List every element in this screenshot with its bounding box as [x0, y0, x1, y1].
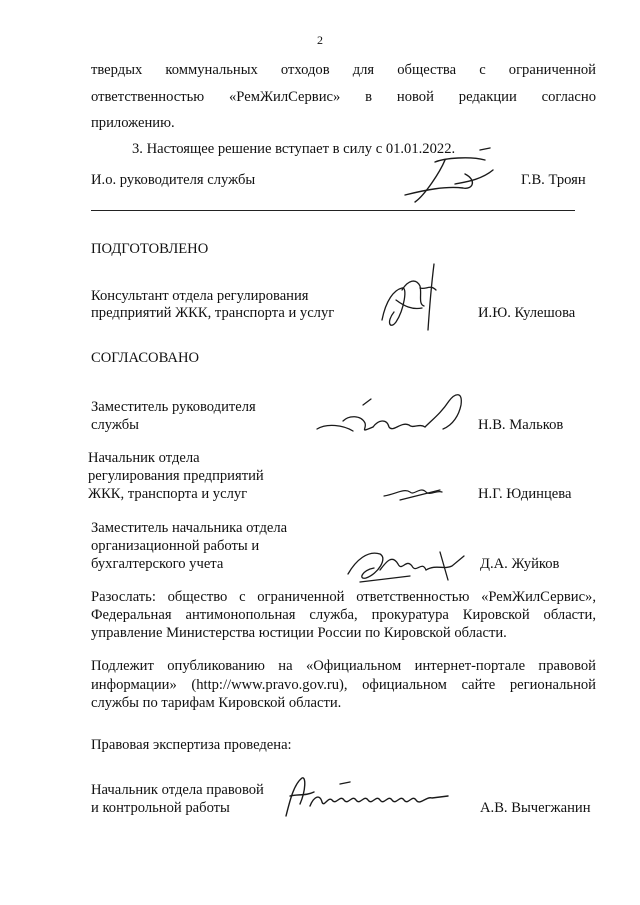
agreed-1-signature [313, 385, 473, 445]
prepared-title-line-1: Консультант отдела регулирования [91, 288, 309, 304]
agreed-2-title-line-2: регулирования предприятий [88, 468, 264, 484]
intro-line-3: приложению. [91, 115, 175, 131]
distribution-line-2: Федеральная антимонопольная служба, прокуратура Кировской области, [91, 607, 596, 623]
prepared-signature [372, 260, 452, 340]
expertise-heading: Правовая экспертиза проведена: [91, 737, 292, 753]
agreed-3-name: Д.А. Жуйков [480, 556, 560, 572]
distribution-line-3: управление Министерства юстиции России по Кировской области. [91, 625, 507, 641]
distribution-line-1: Разослать: общество с ограниченной ответственностью «РемЖилСервис», [91, 589, 596, 605]
agreed-2-signature [380, 480, 460, 504]
prepared-name: И.Ю. Кулешова [478, 305, 576, 321]
agreed-3-signature [340, 540, 470, 586]
expertise-title-line-1: Начальник отдела правовой [91, 782, 264, 798]
agreed-3-title-line-3: бухгалтерского учета [91, 556, 224, 572]
head-title: И.о. руководителя службы [91, 172, 256, 188]
head-signature [385, 140, 505, 210]
publication-line-1: Подлежит опубликованию на «Официальном интернет-портале правовой [91, 658, 596, 674]
page-number: 2 [317, 33, 323, 47]
agreed-3-title-line-2: организационной работы и [91, 538, 260, 554]
publication-line-3: службы по тарифам Кировской области. [91, 695, 342, 711]
agreed-1-title-line-1: Заместитель руководителя [91, 399, 256, 415]
intro-line-1: твердых коммунальных отходов для общества с ограниченной [91, 62, 596, 78]
expertise-signature [280, 770, 455, 822]
agreed-3-title-line-1: Заместитель начальника отдела [91, 520, 288, 536]
agreed-2-title-line-3: ЖКК, транспорта и услуг [88, 486, 248, 502]
prepared-title-line-2: предприятий ЖКК, транспорта и услуг [91, 305, 335, 321]
publication-line-2: информации» (http://www.pravo.gov.ru), официальном сайте региональной [91, 677, 596, 693]
agreed-1-title-line-2: службы [91, 417, 139, 433]
prepared-heading: ПОДГОТОВЛЕНО [91, 241, 209, 257]
head-name: Г.В. Троян [521, 172, 586, 188]
intro-line-2: ответственностью «РемЖилСервис» в новой редакции согласно [91, 89, 596, 105]
agreed-heading: СОГЛАСОВАНО [91, 350, 200, 366]
agreed-2-title-line-1: Начальник отдела [88, 450, 200, 466]
expertise-title-line-2: и контрольной работы [91, 800, 230, 816]
agreed-2-name: Н.Г. Юдинцева [478, 486, 572, 502]
separator-line [91, 210, 575, 211]
expertise-name: А.В. Вычегжанин [480, 800, 591, 816]
clause-3: 3. Настоящее решение вступает в силу с 01.01.2022. [132, 141, 456, 157]
agreed-1-name: Н.В. Мальков [478, 417, 564, 433]
